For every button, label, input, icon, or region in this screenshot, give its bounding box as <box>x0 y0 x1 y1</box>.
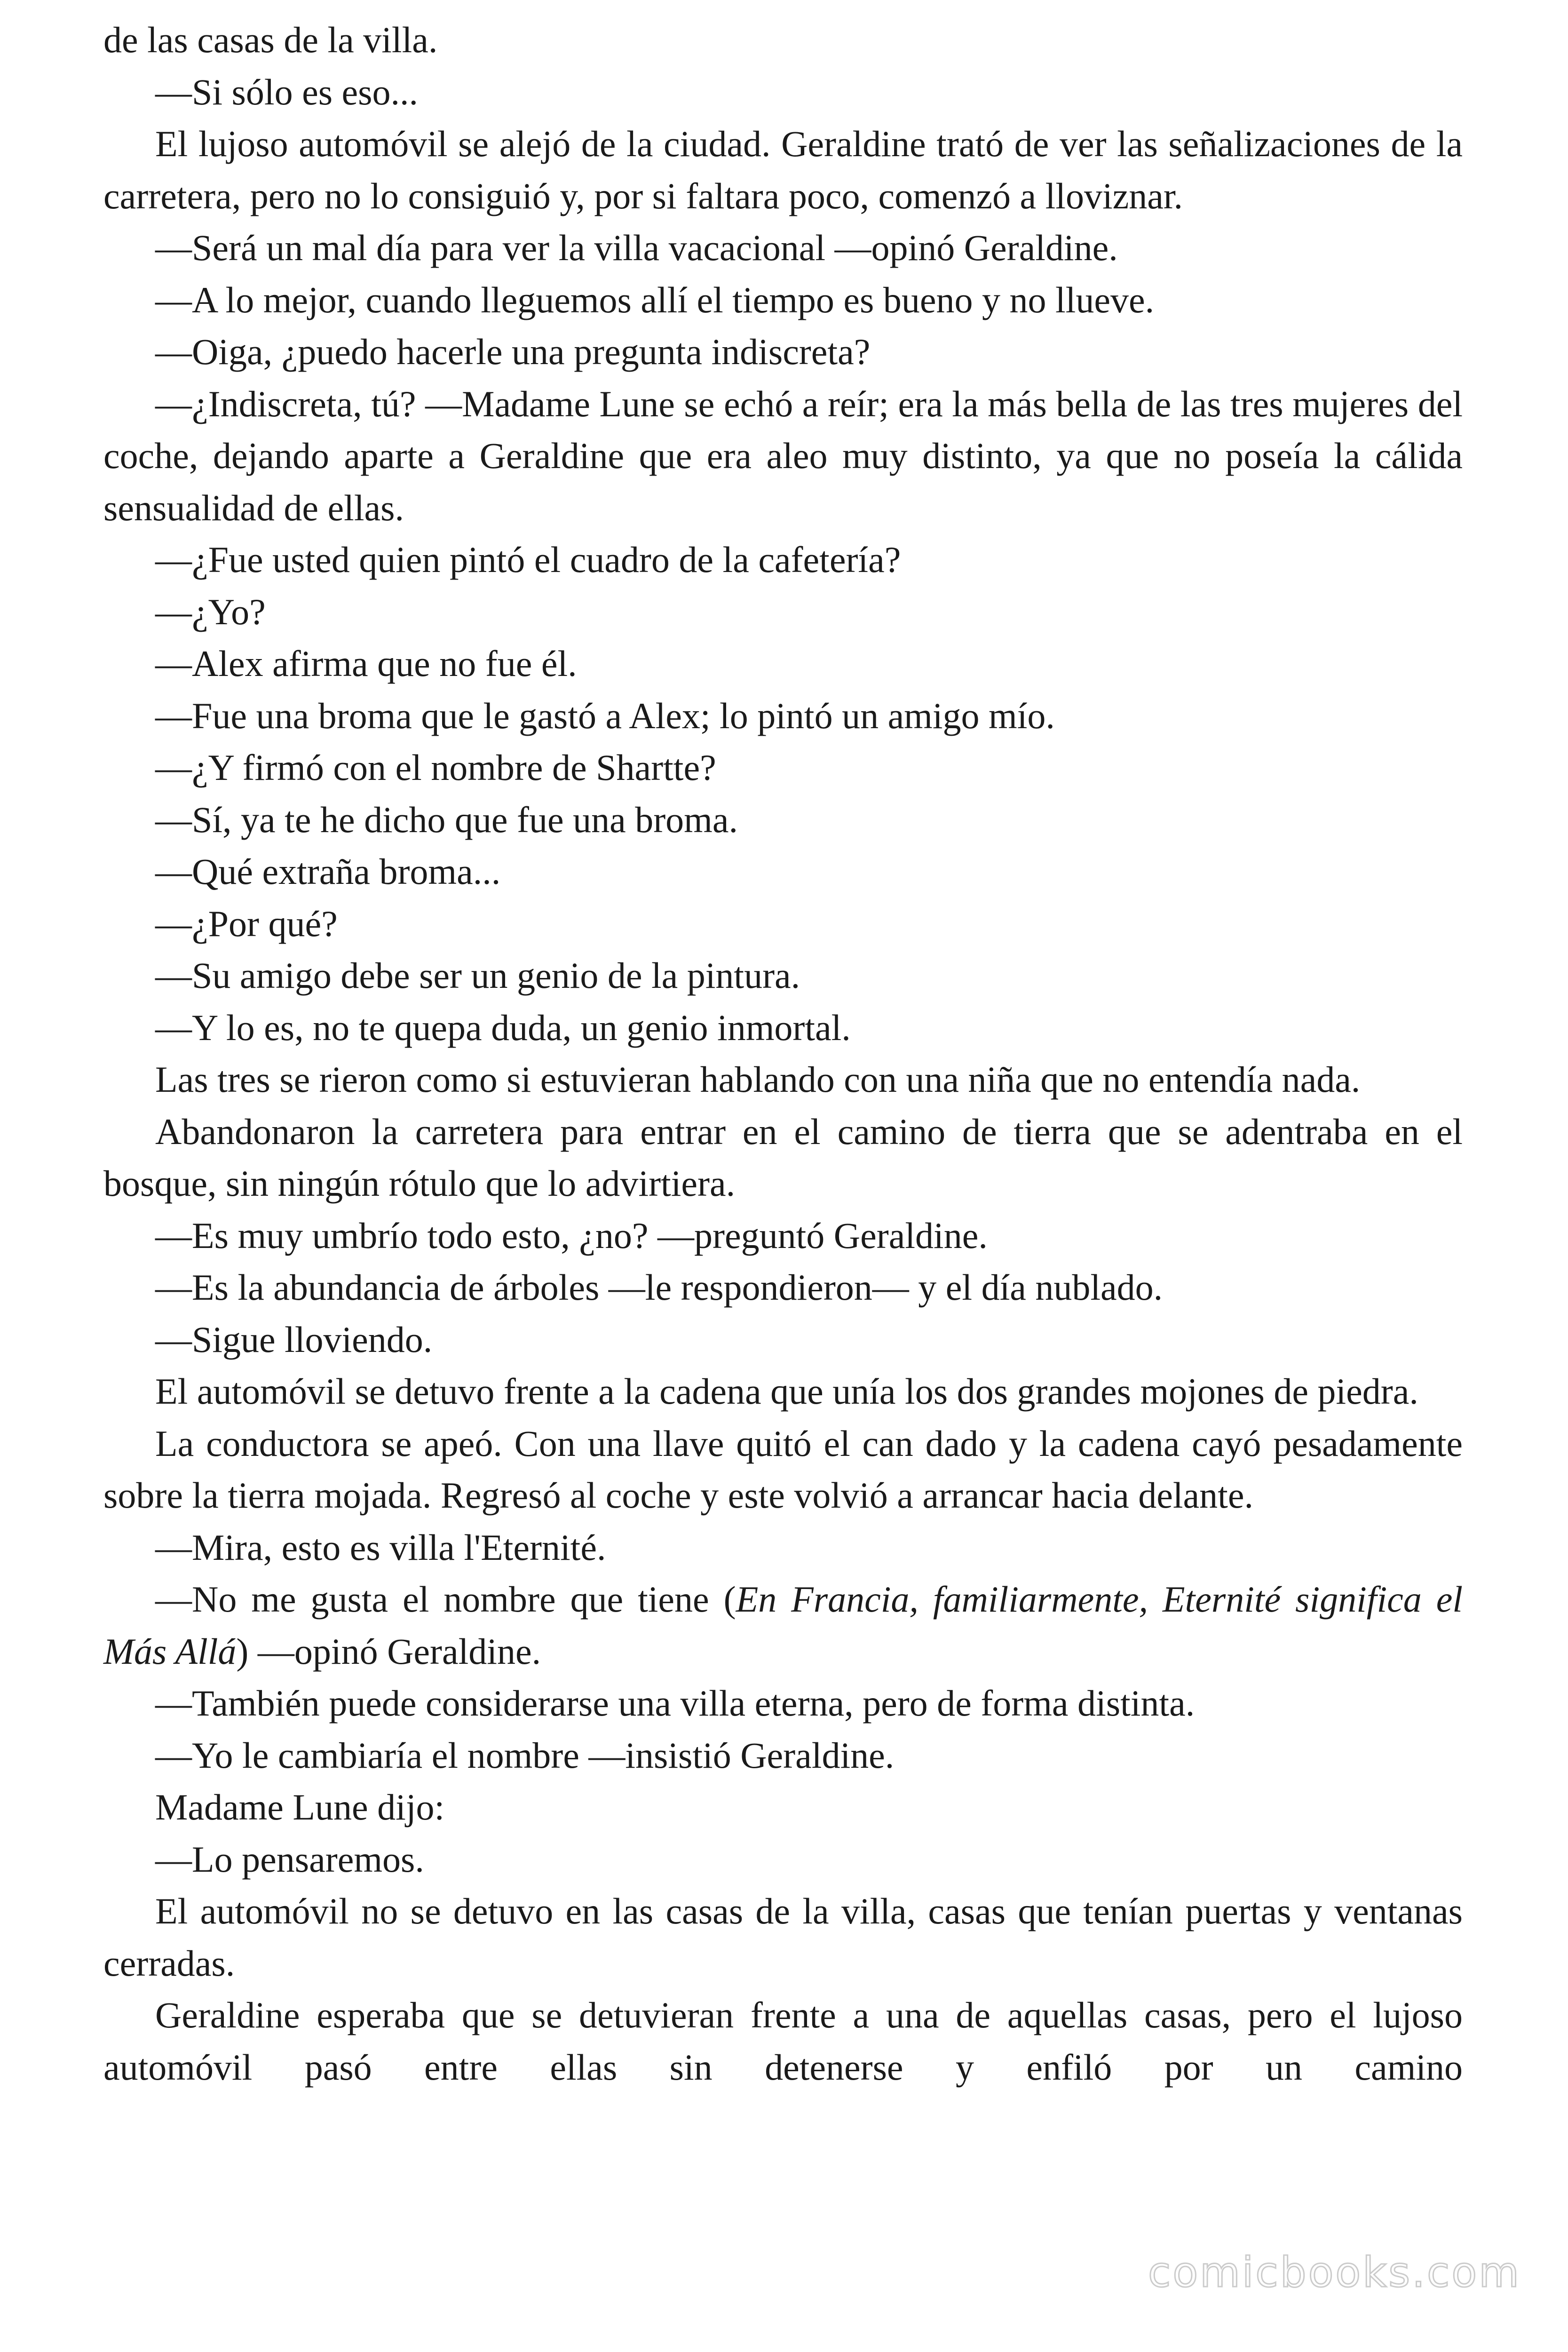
paragraph: —Y lo es, no te quepa duda, un genio inmortal. <box>155 1007 851 1048</box>
paragraph: —A lo mejor, cuando lleguemos allí el tiempo es bueno y no llueve. <box>155 279 1155 320</box>
paragraph: —Será un mal día para ver la villa vacacional —opinó Geraldine. <box>155 227 1118 268</box>
paragraph: —Si sólo es eso... <box>155 71 419 112</box>
paragraph: El automóvil se detuvo frente a la cadena que unía los dos grandes mojones de piedra. <box>155 1371 1418 1412</box>
book-page-text <box>103 14 1463 2093</box>
paragraph: Abandonaron la carretera para entrar en el camino de tierra que se adentraba en el bosque, sin ningún rótulo que lo advirtiera. <box>103 1111 1463 1204</box>
paragraph-text-after: ) —opinó Geraldine. <box>236 1630 541 1672</box>
paragraph: —Sigue lloviendo. <box>155 1319 433 1360</box>
paragraph: —Fue una broma que le gastó a Alex; lo pintó un amigo mío. <box>155 695 1055 736</box>
paragraph-text-before: —No me gusta el nombre que tiene ( <box>155 1579 736 1620</box>
paragraph: —También puede considerarse una villa eterna, pero de forma distinta. <box>155 1683 1195 1724</box>
paragraph: El automóvil no se detuvo en las casas de la villa, casas que tenían puertas y ventanas cerradas. <box>103 1891 1463 1984</box>
paragraph: —Alex afirma que no fue él. <box>155 643 577 684</box>
paragraph: Geraldine esperaba que se detuvieran frente a una de aquellas casas, pero el lujoso automóvil pasó entre ellas sin detenerse y enfiló por un camino <box>103 1994 1463 2088</box>
paragraph-with-italic-note <box>103 1573 1463 1677</box>
paragraph: —Oiga, ¿puedo hacerle una pregunta indiscreta? <box>155 331 871 372</box>
paragraph: de las casas de la villa. <box>103 19 438 60</box>
paragraph: —Qué extraña broma... <box>155 851 501 892</box>
paragraph: El lujoso automóvil se alejó de la ciudad. Geraldine trató de ver las señalizaciones de la carretera, pero no lo consiguió y, por si faltara poco, comenzó a lloviznar. <box>103 123 1463 216</box>
paragraph: —Es muy umbrío todo esto, ¿no? —preguntó Geraldine. <box>155 1215 988 1256</box>
paragraph: —¿Y firmó con el nombre de Shartte? <box>155 747 716 788</box>
paragraph: —Es la abundancia de árboles —le respondieron— y el día nublado. <box>155 1267 1163 1308</box>
paragraph: —¿Por qué? <box>155 903 338 944</box>
paragraph: La conductora se apeó. Con una llave quitó el can dado y la cadena cayó pesadamente sobre la tierra mojada. Regresó al coche y este volvió a arrancar hacia delante. <box>103 1422 1463 1516</box>
paragraph: —¿Indiscreta, tú? —Madame Lune se echó a reír; era la más bella de las tres mujeres del coche, dejando aparte a Geraldine que era aleo muy distinto, ya que no poseía la cálida sensualidad de ellas. <box>103 383 1463 528</box>
italic-translator-note: En Francia, familiarmente, Eternité significa el Más Allá <box>103 1579 1463 1672</box>
paragraph: —Yo le cambiaría el nombre —insistió Geraldine. <box>155 1734 895 1776</box>
paragraph: Las tres se rieron como si estuvieran hablando con una niña que no entendía nada. <box>155 1059 1361 1100</box>
paragraph: —¿Yo? <box>155 591 266 632</box>
paragraph: —¿Fue usted quien pintó el cuadro de la cafetería? <box>155 539 901 580</box>
paragraph: Madame Lune dijo: <box>155 1787 445 1828</box>
paragraph: —Sí, ya te he dicho que fue una broma. <box>155 799 738 840</box>
watermark-logo: comicbooks.com <box>1148 2248 1521 2296</box>
paragraph: —Su amigo debe ser un genio de la pintura. <box>155 955 800 996</box>
paragraph: —Mira, esto es villa l'Eternité. <box>155 1526 606 1568</box>
paragraph: —Lo pensaremos. <box>155 1838 424 1880</box>
